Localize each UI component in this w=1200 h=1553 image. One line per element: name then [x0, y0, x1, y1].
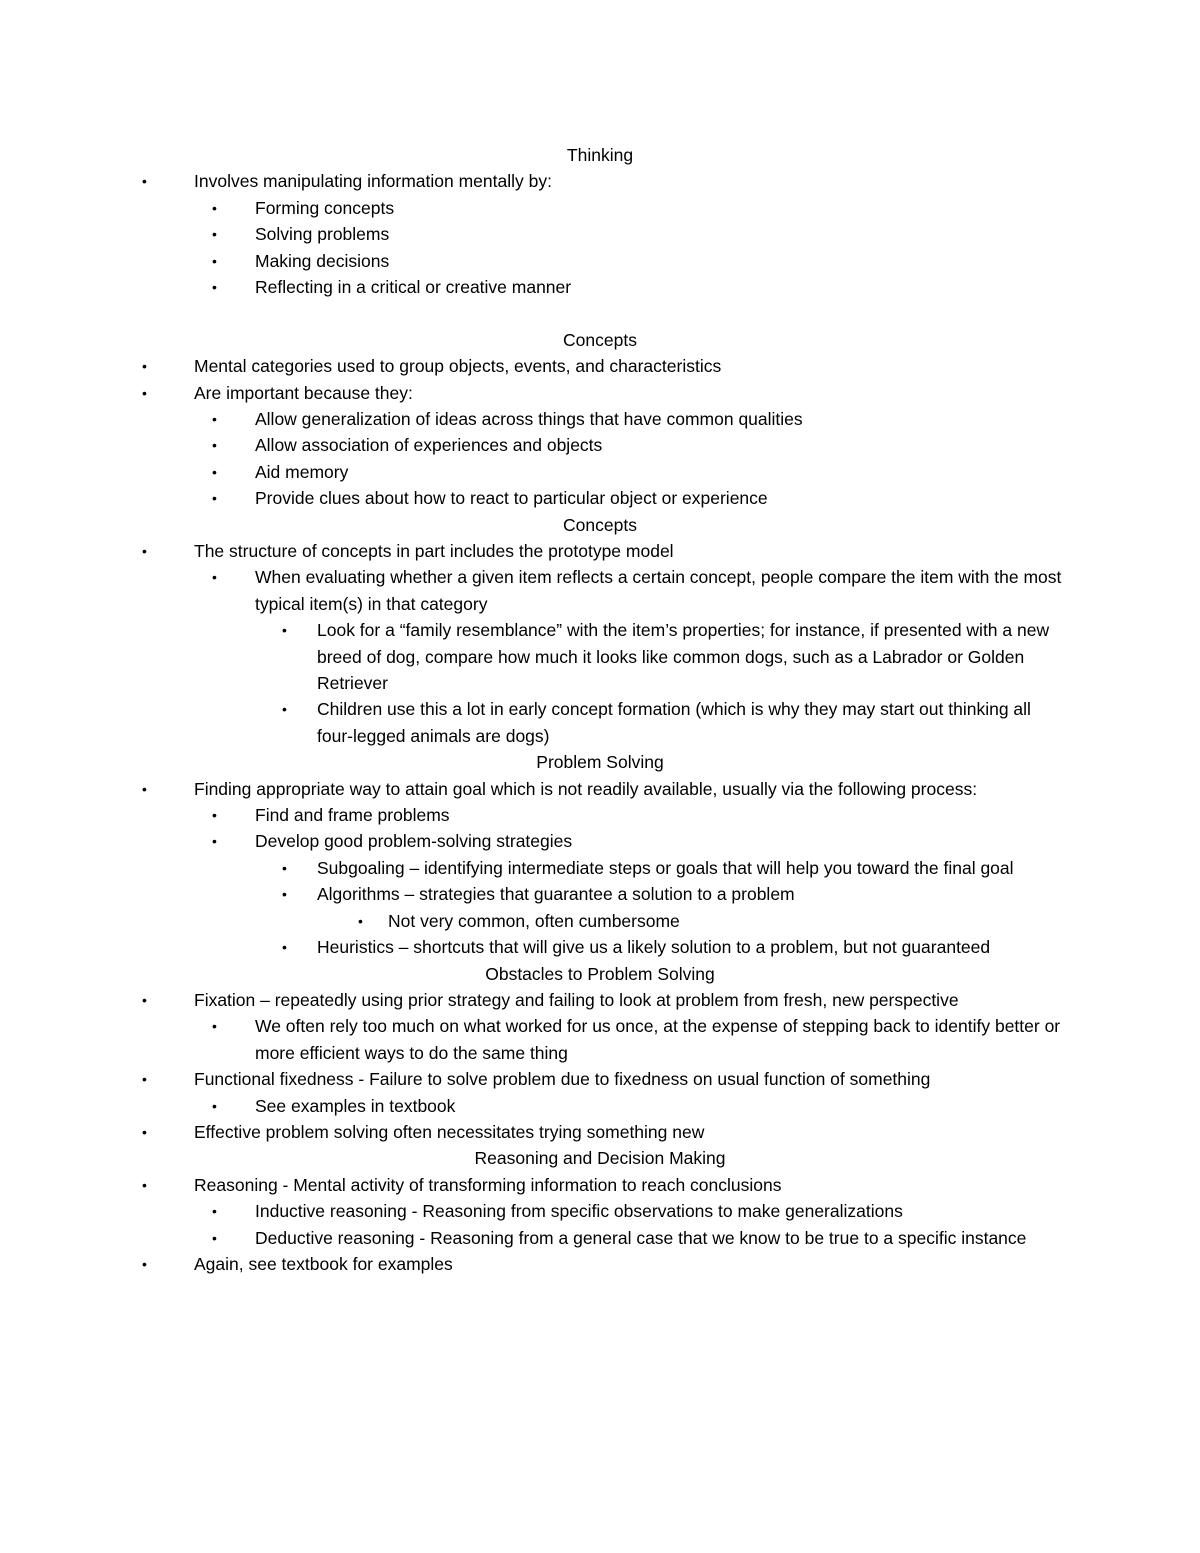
- bullet-item-level-2: [212, 1093, 1065, 1119]
- bullet-item-text: Making decisions: [255, 250, 390, 271]
- bullet-icon: •: [142, 1255, 147, 1272]
- bullet-icon: •: [212, 1097, 217, 1114]
- bullet-item-text: Develop good problem-solving strategies: [255, 831, 573, 852]
- bullet-item-text: Solving problems: [255, 224, 390, 245]
- bullet-item-text: Functional fixedness - Failure to solve problem due to fixedness on usual function of something: [194, 1069, 931, 1090]
- bullet-item-text: Heuristics – shortcuts that will give us a likely solution to a problem, but not guaranteed: [317, 937, 991, 958]
- bullet-item-text: Provide clues about how to react to particular object or experience: [255, 488, 768, 509]
- bullet-item-text: Look for a “family resemblance” with the item’s properties; for instance, if presented with a new breed of dog, compare how much it looks like common dogs, such as a Labrador or Golden Retriever: [317, 620, 1050, 694]
- bullet-icon: •: [212, 252, 217, 269]
- bullet-icon: •: [212, 807, 217, 824]
- bullet-item-level-3: [282, 696, 1062, 749]
- bullet-icon: •: [212, 1203, 217, 1220]
- bullet-icon: •: [212, 1229, 217, 1246]
- section-heading: Problem Solving: [536, 752, 664, 773]
- bullet-item-text: Again, see textbook for examples: [194, 1253, 453, 1274]
- bullet-item-level-3: [282, 855, 1062, 881]
- bullet-item-level-3: [282, 617, 1062, 696]
- bullet-icon: •: [212, 411, 217, 428]
- bullet-item-text: We often rely too much on what worked for us once, at the expense of stepping back to identify better or more efficient ways to do the same thing: [255, 1016, 1061, 1063]
- document-body: [0, 142, 1200, 1277]
- bullet-item-level-2: [212, 564, 1065, 617]
- bullet-icon: •: [282, 939, 287, 956]
- bullet-icon: •: [282, 886, 287, 903]
- bullet-item-level-1: [142, 987, 1044, 1013]
- bullet-item-level-2: [212, 1013, 1065, 1066]
- bullet-item-text: Involves manipulating information mentally by:: [194, 171, 552, 192]
- bullet-item-level-2: [212, 459, 1065, 485]
- bullet-item-text: Reflecting in a critical or creative manner: [255, 277, 572, 298]
- bullet-item-text: Forming concepts: [255, 197, 395, 218]
- bullet-item-level-1: [142, 1119, 1044, 1145]
- bullet-item-level-2: [212, 195, 1065, 221]
- bullet-icon: •: [212, 226, 217, 243]
- bullet-item-level-1: [142, 353, 1044, 379]
- bullet-item-text: Are important because they:: [194, 382, 413, 403]
- bullet-item-text: Fixation – repeatedly using prior strategy and failing to look at problem from fresh, new perspective: [194, 989, 959, 1010]
- blank-line: [0, 300, 1200, 326]
- bullet-item-level-1: [142, 1066, 1044, 1092]
- bullet-item-level-3: [282, 881, 1062, 907]
- bullet-icon: •: [212, 463, 217, 480]
- bullet-item-text: Allow generalization of ideas across things that have common qualities: [255, 409, 803, 430]
- bullet-item-level-1: [142, 776, 1044, 802]
- bullet-icon: •: [142, 1071, 147, 1088]
- bullet-item-level-1: [142, 380, 1044, 406]
- bullet-item-text: The structure of concepts in part includes the prototype model: [194, 541, 674, 562]
- bullet-item-level-2: [212, 828, 1065, 854]
- bullet-icon: •: [212, 833, 217, 850]
- bullet-item-text: Inductive reasoning - Reasoning from specific observations to make generalizations: [255, 1201, 903, 1222]
- bullet-icon: •: [142, 358, 147, 375]
- bullet-icon: •: [142, 543, 147, 560]
- bullet-item-level-2: [212, 406, 1065, 432]
- bullet-item-text: Not very common, often cumbersome: [388, 910, 680, 931]
- bullet-item-level-1: [142, 538, 1044, 564]
- bullet-item-text: Reasoning - Mental activity of transforming information to reach conclusions: [194, 1174, 782, 1195]
- bullet-item-text: See examples in textbook: [255, 1095, 456, 1116]
- bullet-item-level-2: [212, 485, 1065, 511]
- bullet-item-text: Mental categories used to group objects, events, and characteristics: [194, 356, 722, 377]
- bullet-icon: •: [142, 1176, 147, 1193]
- bullet-item-level-1: [142, 168, 1044, 194]
- bullet-item-level-2: [212, 248, 1065, 274]
- section-heading: Obstacles to Problem Solving: [485, 963, 715, 984]
- bullet-icon: •: [142, 780, 147, 797]
- bullet-item-level-2: [212, 432, 1065, 458]
- bullet-icon: •: [212, 569, 217, 586]
- section-heading: Reasoning and Decision Making: [474, 1148, 726, 1169]
- bullet-icon: •: [212, 1018, 217, 1035]
- bullet-icon: •: [282, 622, 287, 639]
- bullet-icon: •: [212, 279, 217, 296]
- bullet-item-level-2: [212, 221, 1065, 247]
- bullet-icon: •: [142, 991, 147, 1008]
- bullet-item-text: Allow association of experiences and objects: [255, 435, 603, 456]
- bullet-item-level-2: [212, 274, 1065, 300]
- bullet-item-level-2: [212, 802, 1065, 828]
- bullet-item-level-3: [282, 934, 1062, 960]
- bullet-item-text: Children use this a lot in early concept formation (which is why they may start out thinking all four-legged animals are dogs): [317, 699, 1031, 746]
- bullet-icon: •: [212, 199, 217, 216]
- bullet-item-text: When evaluating whether a given item reflects a certain concept, people compare the item with the most typical item(s) in that category: [255, 567, 1062, 614]
- bullet-icon: •: [142, 173, 147, 190]
- bullet-icon: •: [282, 701, 287, 718]
- bullet-icon: •: [142, 384, 147, 401]
- bullet-icon: •: [212, 490, 217, 507]
- bullet-item-level-2: [212, 1198, 1065, 1224]
- bullet-item-text: Aid memory: [255, 461, 349, 482]
- bullet-icon: •: [142, 1123, 147, 1140]
- section-heading: Thinking: [566, 145, 634, 165]
- bullet-item-text: Effective problem solving often necessitates trying something new: [194, 1121, 705, 1142]
- bullet-item-level-1: [142, 1172, 1044, 1198]
- bullet-item-text: Deductive reasoning - Reasoning from a general case that we know to be true to a specific instance: [255, 1227, 1027, 1248]
- bullet-item-level-2: [212, 1225, 1065, 1251]
- section-heading: Concepts: [563, 329, 637, 350]
- bullet-icon: •: [282, 859, 287, 876]
- bullet-icon: •: [212, 437, 217, 454]
- bullet-item-text: Subgoaling – identifying intermediate steps or goals that will help you toward the final goal: [317, 857, 1014, 878]
- bullet-item-text: Find and frame problems: [255, 805, 450, 826]
- bullet-item-level-4: [358, 908, 1068, 934]
- section-heading: Concepts: [563, 514, 637, 535]
- bullet-item-level-1: [142, 1251, 1044, 1277]
- bullet-item-text: Finding appropriate way to attain goal which is not readily available, usually via the following process:: [194, 778, 978, 799]
- bullet-icon: •: [358, 912, 363, 929]
- bullet-item-text: Algorithms – strategies that guarantee a solution to a problem: [317, 884, 795, 905]
